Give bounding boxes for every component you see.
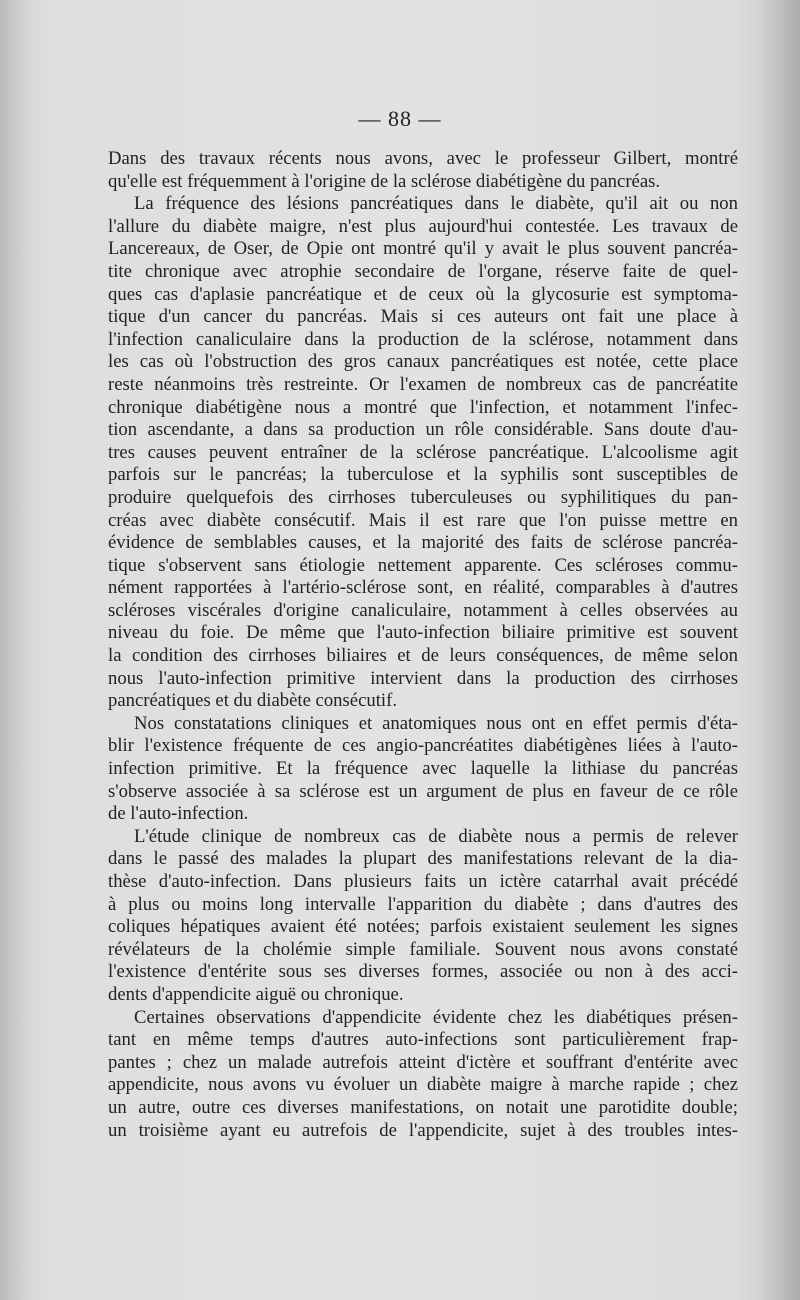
text-line: de l'auto-infection. [108, 803, 249, 825]
text-line: reste néanmoins très restreinte. Or l'examen de nombreux cas de pancréatite [108, 373, 738, 395]
text-line: infection primitive. Et la fréquence avec laquelle la lithiase du pancréas [108, 758, 738, 780]
text-line: scléroses viscérales d'origine canaliculaire, notamment à celles observées au [108, 599, 738, 621]
text-line: appendicite, nous avons vu évoluer un diabète maigre à marche rapide ; chez [108, 1074, 738, 1096]
text-line: chronique diabétigène nous a montré que l'infection, et notamment l'infec- [108, 396, 738, 418]
text-line: créas avec diabète consécutif. Mais il est rare que l'on puisse mettre en [108, 509, 738, 531]
text-line: La fréquence des lésions pancréatiques dans le diabète, qu'il ait ou non [134, 193, 738, 215]
text-line: la condition des cirrhoses biliaires et de leurs conséquences, de même selon [108, 645, 738, 667]
text-line: évidence de semblables causes, et la majorité des faits de sclérose pancréa- [108, 532, 738, 554]
page-gutter-shadow [0, 0, 30, 1300]
text-line: tres causes peuvent entraîner de la sclérose pancréatique. L'alcoolisme agit [108, 441, 738, 463]
text-line: l'infection canaliculaire dans la production de la sclérose, notamment dans [108, 328, 738, 350]
text-line: parfois sur le pancréas; la tuberculose et la syphilis sont susceptibles de [108, 464, 738, 486]
text-line: Lancereaux, de Oser, de Opie ont montré qu'il y avait le plus souvent pancréa- [108, 238, 738, 260]
text-line: un autre, outre ces diverses manifestations, on notait une parotidite double; [108, 1096, 738, 1118]
text-line: tite chronique avec atrophie secondaire de l'organe, réserve faite de quel- [108, 260, 738, 282]
text-line: Certaines observations d'appendicite évidente chez les diabétiques présen- [134, 1006, 738, 1028]
text-line: les cas où l'obstruction des gros canaux pancréatiques est notée, cette place [108, 351, 738, 373]
text-line: blir l'existence fréquente de ces angio-pancréatites diabétigènes liées à l'auto- [108, 735, 738, 757]
text-line: nément rapportées à l'artério-sclérose sont, en réalité, comparables à d'autres [108, 577, 738, 599]
text-line: dans le passé des malades la plupart des manifestations relevant de la dia- [108, 848, 738, 870]
text-line: un troisième ayant eu autrefois de l'appendicite, sujet à des troubles intes- [108, 1119, 738, 1141]
text-line: pancréatiques et du diabète consécutif. [108, 690, 398, 712]
text-line: pantes ; chez un malade autrefois atteint d'ictère et souffrant d'entérite avec [108, 1051, 738, 1073]
page-number: — 88 — [358, 106, 442, 131]
text-line: nous l'auto-infection primitive intervient dans la production des cirrhoses [108, 667, 738, 689]
text-line: ques cas d'aplasie pancréatique et de ceux où la glycosurie est symptoma- [108, 283, 738, 305]
text-line: tique s'observent sans étiologie nettement apparente. Ces scléroses commu- [108, 554, 738, 576]
text-line: s'observe associée à sa sclérose est un argument de plus en faveur de ce rôle [108, 780, 738, 802]
page-edge-shadow [760, 0, 800, 1300]
text-line: tique d'un cancer du pancréas. Mais si ces auteurs ont fait une place à [108, 306, 738, 328]
text-line: l'existence d'entérite sous ses diverses formes, associée ou non à des acci- [108, 961, 738, 983]
body-text [108, 148, 738, 1142]
text-line: niveau du foie. De même que l'auto-infection biliaire primitive est souvent [108, 622, 738, 644]
text-line: révélateurs de la cholémie simple familiale. Souvent nous avons constaté [108, 938, 738, 960]
text-line: coliques hépatiques avaient été notées; parfois existaient seulement les signes [108, 916, 738, 938]
text-line: thèse d'auto-infection. Dans plusieurs faits un ictère catarrhal avait précédé [108, 871, 738, 892]
text-line: l'allure du diabète maigre, n'est plus aujourd'hui contestée. Les travaux de [108, 215, 738, 237]
text-line: à plus ou moins long intervalle l'apparition du diabète ; dans d'autres des [108, 893, 738, 915]
text-line: dents d'appendicite aiguë ou chronique. [108, 983, 404, 1005]
text-line: Dans des travaux récents nous avons, avec le professeur Gilbert, montré [108, 148, 738, 169]
text-line: qu'elle est fréquemment à l'origine de la sclérose diabétigène du pancréas. [108, 170, 661, 192]
text-line: tion ascendante, a dans sa production un rôle considérable. Sans doute d'au- [108, 419, 738, 441]
text-line: Nos constatations cliniques et anatomiques nous ont en effet permis d'éta- [134, 712, 738, 734]
text-line: produire quelquefois des cirrhoses tuberculeuses ou syphilitiques du pan- [108, 486, 738, 508]
text-line: L'étude clinique de nombreux cas de diabète nous a permis de relever [134, 825, 738, 847]
text-line: tant en même temps d'autres auto-infections sont particulièrement frap- [108, 1029, 738, 1051]
